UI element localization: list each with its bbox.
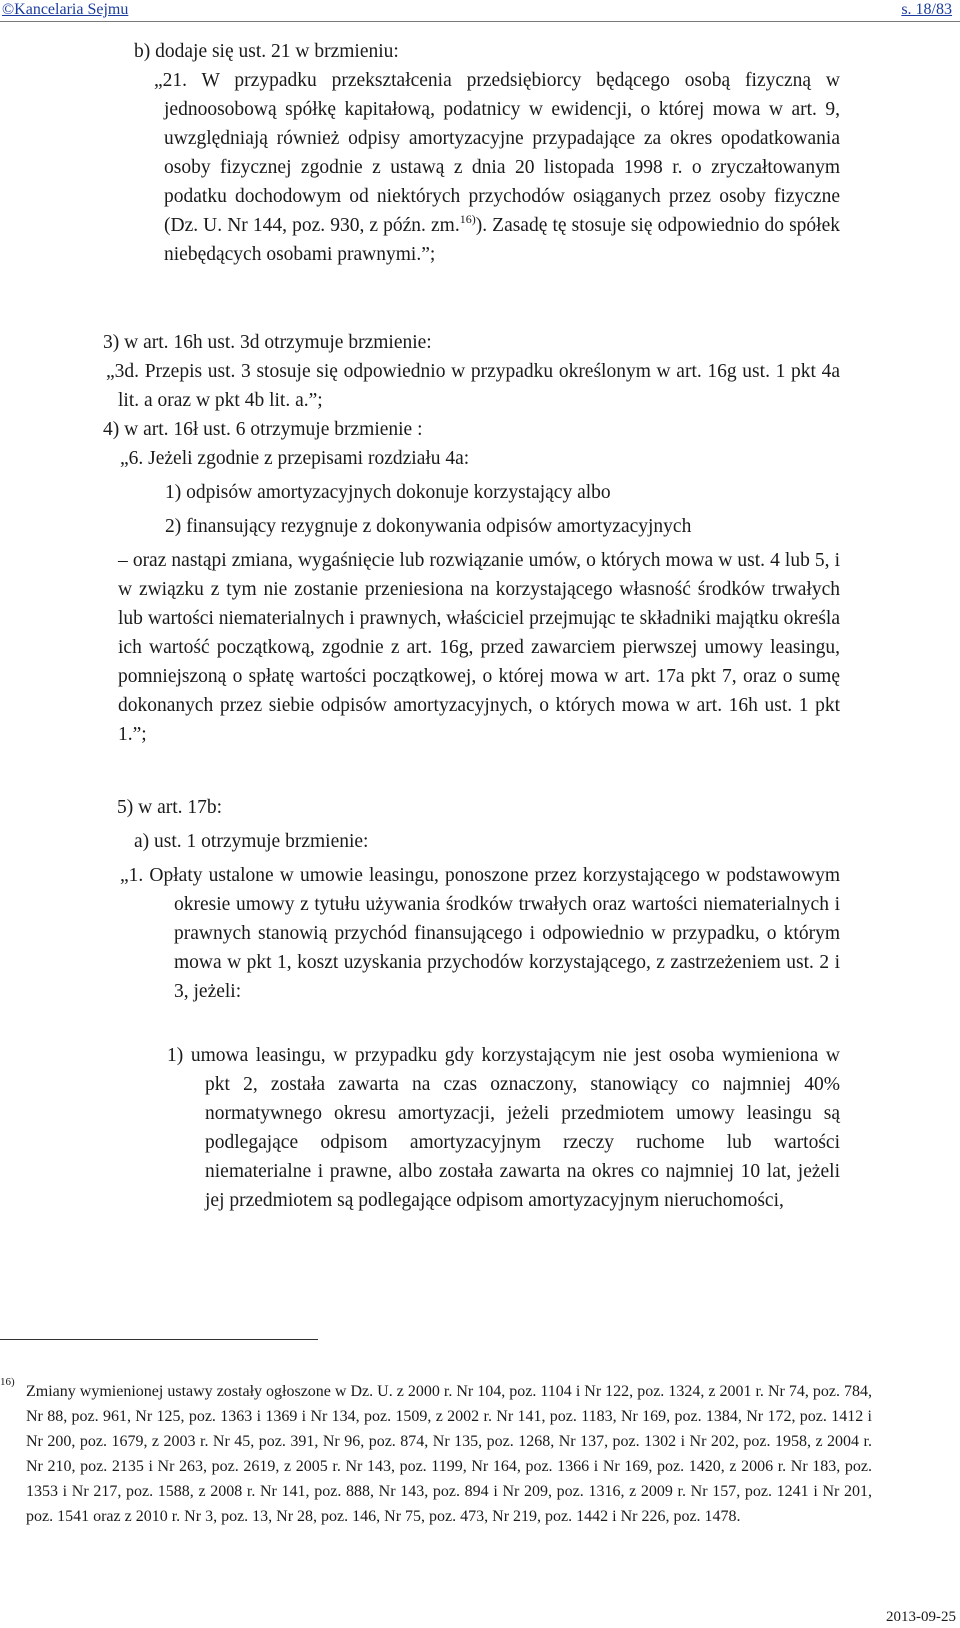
item-5: 5) w art. 17b: <box>117 797 223 818</box>
document-date: 2013-09-25 <box>886 1609 956 1625</box>
header-rule <box>0 21 960 22</box>
page-header <box>0 0 960 22</box>
para-21-text: „21. W przypadku przekształcenia przedsiębiorcy będącego osobą fizyczną w jednoosobową spółkę kapitałową, podatnicy w ewidencji, o której mowa w art. 9, uwzględniają również odpisy amortyzacyjne przypadające za okres opodatkowania osoby fizycznej zgodnie z ustawą z dnia 20 listopada 1998 r. o zryczałtowanym podatku dochodowym od niektórych przychodów osiąganych przez osoby fizyczne (Dz. U. Nr 144, poz. 930, z późn. zm. <box>154 70 840 236</box>
para-6: „6. Jeżeli zgodnie z przepisami rozdziału 4a: <box>120 448 470 469</box>
kancelaria-link[interactable]: ©Kancelaria Sejmu <box>2 1 129 18</box>
para-1: „1. Opłaty ustalone w umowie leasingu, ponoszone przez korzystającego w podstawowym okresie umowy z tytułu używania środków trwałych oraz wartości niematerialnych i prawnych stanowią przychód finansującego i odpowiednio w przypadku, o którym mowa w pkt 1, koszt uzyskania przychodów korzystającego, z zastrzeżeniem ust. 2 i 3, jeżeli: <box>120 865 840 1002</box>
header-source <box>2 0 128 20</box>
para-6-continuation: – oraz nastąpi zmiana, wygaśnięcie lub rozwiązanie umów, o których mowa w ust. 4 lub 5, i w związku z tym nie zostanie przeniesiona na korzystającego własność środków trwałych lub wartości niematerialnych i prawnych, właściciel przejmując te składniki majątku określa ich wartość początkową, zgodnie z art. 16g, przed zawarciem pierwszej umowy leasingu, pomniejszoną o spłatę wartości początkowej, o której mowa w art. 17a pkt 7, oraz o sumę dokonanych przez siebie odpisów amortyzacyjnych, o których mowa w art. 16h ust. 1 pkt 1.”; <box>118 550 840 745</box>
item-3: 3) w art. 16h ust. 3d otrzymuje brzmienie: <box>103 332 432 353</box>
point-2: 2) finansujący rezygnuje z dokonywania odpisów amortyzacyjnych <box>165 516 692 537</box>
footnote-ref[interactable]: 16) <box>459 212 476 226</box>
para-21 <box>154 66 840 269</box>
para-21-end: ). Zasadę tę stosuje się odpowiednio do spółek niebędących osobami prawnymi.”; <box>164 215 840 265</box>
point-1: 1) odpisów amortyzacyjnych dokonuje korzystający albo <box>165 482 611 503</box>
item-4: 4) w art. 16ł ust. 6 otrzymuje brzmienie : <box>103 419 423 440</box>
footnote-text: Zmiany wymienionej ustawy zostały ogłoszone w Dz. U. z 2000 r. Nr 104, poz. 1104 i Nr 122, poz. 1324, z 2001 r. Nr 74, poz. 784, Nr 88, poz. 961, Nr 125, poz. 1363 i 1369 i Nr 134, poz. 1509, z 2002 r. Nr 141, poz. 1183, Nr 169, poz. 1384, Nr 172, poz. 1412 i Nr 200, poz. 1679, z 2003 r. Nr 45, poz. 391, Nr 96, poz. 874, Nr 135, poz. 1268, Nr 137, poz. 1302 i Nr 202, poz. 1958, z 2004 r. Nr 210, poz. 2135 i Nr 263, poz. 2619, z 2005 r. Nr 143, poz. 1199, Nr 164, poz. 1366 i Nr 169, poz. 1420, z 2006 r. Nr 183, poz. 1353 i Nr 217, poz. 1588, z 2008 r. Nr 141, poz. 888, Nr 143, poz. 894 i Nr 209, poz. 1316, z 2009 r. Nr 157, poz. 1241 i Nr 201, poz. 1541 oraz z 2010 r. Nr 3, poz. 13, Nr 28, poz. 146, Nr 75, poz. 473, Nr 219, poz. 1442 i Nr 226, poz. 1478. <box>26 1383 872 1525</box>
point-1-leasing: 1) umowa leasingu, w przypadku gdy korzystającym nie jest osoba wymieniona w pkt 2, została zawarta na czas oznaczony, stanowiący co najmniej 40% normatywnego okresu amortyzacji, jeżeli przedmiotem umowy leasingu są podlegające odpisom amortyzacyjnym rzeczy ruchome lub wartości niematerialne i prawne, albo została zawarta na okres co najmniej 10 lat, jeżeli jej przedmiotem są podlegające odpisom amortyzacyjnym nieruchomości, <box>167 1045 840 1211</box>
header-page <box>901 0 952 20</box>
item-b: b) dodaje się ust. 21 w brzmieniu: <box>134 41 399 62</box>
page-number-link[interactable]: s. 18/83 <box>901 1 952 18</box>
para-3d: „3d. Przepis ust. 3 stosuje się odpowiednio w przypadku określonym w art. 16g ust. 1 pkt 4a lit. a oraz w pkt 4b lit. a.”; <box>106 361 840 411</box>
footnote-mark: 16) <box>0 1376 15 1388</box>
footnote-rule <box>0 1339 318 1340</box>
item-a: a) ust. 1 otrzymuje brzmienie: <box>134 831 369 852</box>
